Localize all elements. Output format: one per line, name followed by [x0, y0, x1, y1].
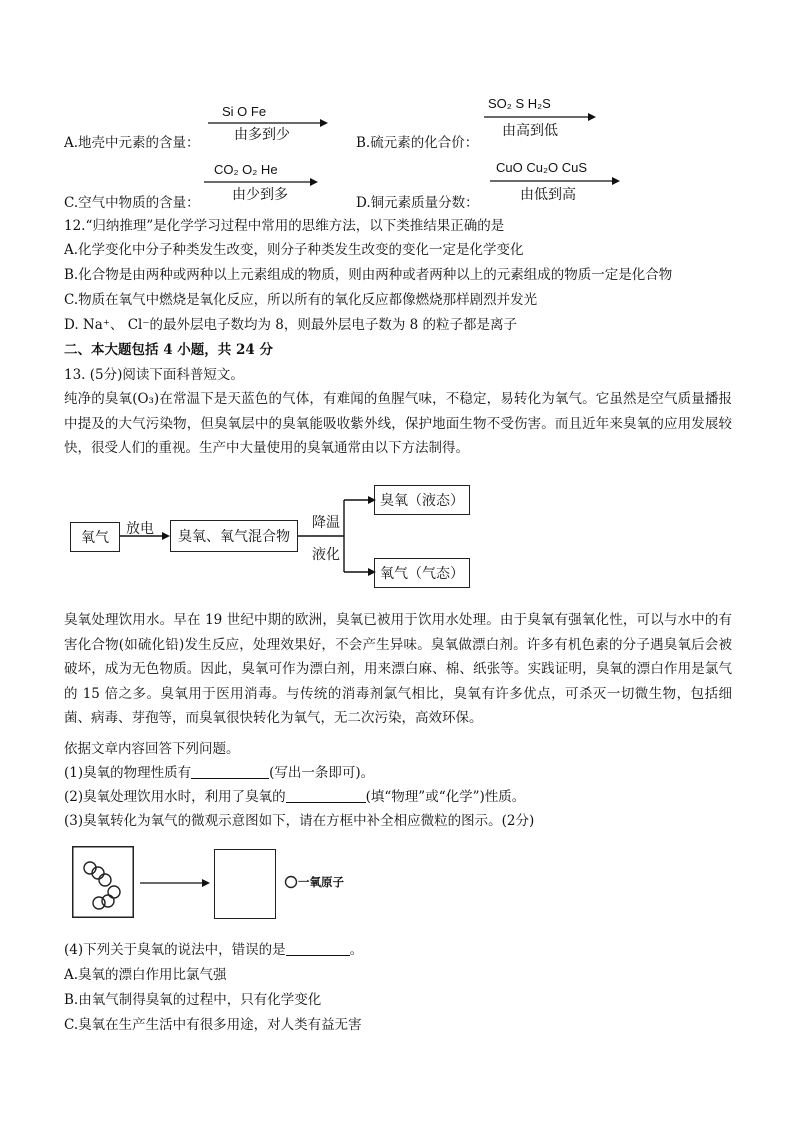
- q13-sub1-text: (1)臭氧的物理性质有: [64, 765, 192, 781]
- q11-option-c-order: 由少到多: [232, 187, 288, 203]
- q11-option-b-arrow: [484, 96, 596, 140]
- flow-label-discharge: 放电: [126, 521, 154, 537]
- flow-box-liquid-ozone: 臭氧（液态）: [374, 485, 470, 515]
- q11-option-a-label: A.地壳中元素的含量：: [64, 135, 200, 151]
- arrow-icon: [140, 877, 210, 889]
- flow-label-cooling: 降温: [312, 515, 340, 531]
- q11-option-d-label: D.铜元素质量分数：: [356, 195, 479, 211]
- q13-sub4: [64, 941, 363, 959]
- q12-option-b: B.化合物是由两种或两种以上元素组成的物质，则由两种或者两种以上的元素组成的物质一定是化合物: [64, 267, 673, 283]
- section-title: 二、本大题包括 4 小题，共 24 分: [64, 342, 273, 358]
- answer-box[interactable]: [214, 849, 276, 919]
- q13-sub2-text: (2)臭氧处理饮用水时，利用了臭氧的: [64, 789, 286, 805]
- oxygen-atom-icon: [284, 875, 298, 889]
- q13-sub4-option-c: C.臭氧在生产生活中有很多用途，对人类有益无害: [64, 1017, 362, 1033]
- q11-option-b-order: 由高到低: [502, 123, 558, 139]
- flow-box-oxygen: 氧气: [70, 522, 120, 552]
- answer-blank-2[interactable]: [286, 788, 366, 803]
- q11-option-c-arrow: [204, 162, 318, 206]
- legend-oxygen-atom: 一氧原子: [298, 875, 344, 889]
- q11-option-b-label: B.硫元素的化合价：: [356, 135, 479, 151]
- answer-blank-4[interactable]: [286, 941, 350, 956]
- q13-stem: 13. (5分)阅读下面科普短文。: [64, 367, 244, 383]
- q12-option-c: C.物质在氧气中燃烧是氧化反应，所以所有的氧化反应都像燃烧那样剧烈并发光: [64, 292, 538, 308]
- q11-option-c-label: C.空气中物质的含量：: [64, 195, 200, 211]
- q13-sub4-option-a: A.臭氧的漂白作用比氯气强: [64, 967, 227, 983]
- flow-box-mixture: 臭氧、氧气混合物: [170, 520, 298, 552]
- flow-box-gas-oxygen: 氧气（气态）: [374, 558, 470, 588]
- arrow-icon: [120, 530, 170, 542]
- q13-paragraph-2: 臭氧处理饮用水。早在 19 世纪中期的欧洲，臭氧已被用于饮用水处理。由于臭氧有强氧化性，可以与水中的有害化合物(如硫化铅)发生反应，处理效果好，不会产生异味。臭氧做漂白剂。许多有机色素的分子遇臭氧后会被破坏，成为无色物质。因此，臭氧可作为漂白剂，用来漂白麻、棉、纸张等。实践证明，臭氧的漂白作用是氯气的 15 倍之多。臭氧用于医用消毒。与传统的消毒剂氯气相比，臭氧有许多优点，可杀灭一切微生物，包括细菌、病毒、芽孢等，而臭氧很快转化为氧气，无二次污染，高效环保。: [64, 612, 732, 726]
- q11-option-d-sequence: CuO Cu₂O CuS: [496, 160, 588, 175]
- q13-sub4-option-b: B.由氧气制得臭氧的过程中，只有化学变化: [64, 992, 322, 1008]
- q11-option-a-arrow: [208, 104, 328, 144]
- q13-sub4-end: 。: [349, 942, 364, 958]
- q11-option-c-sequence: CO₂ O₂ He: [214, 162, 278, 177]
- q11-option-d-arrow: [490, 160, 620, 206]
- q11-option-d-order: 由低到高: [520, 187, 576, 203]
- q11-option-a-sequence: Si O Fe: [222, 104, 267, 119]
- q13-sub1: [64, 764, 374, 782]
- arrow-icon: [298, 490, 378, 580]
- q13-intro: 依据文章内容回答下列问题。: [64, 741, 240, 757]
- q13-sub2: [64, 788, 525, 806]
- q12-option-d: D. Na⁺、 Cl⁻的最外层电子数均为 8，则最外层电子数为 8 的粒子都是离子: [64, 317, 518, 333]
- q13-paragraph-1: 纯净的臭氧(O₃)在常温下是天蓝色的气体，有难闻的鱼腥气味，不稳定，易转化为氧气。它虽然是空气质量播报中提及的大气污染物，但臭氧层中的臭氧能吸收紫外线，保护地面生物不受伤害。而且近年来臭氧的应用发展较快，很受人们的重视。生产中大量使用的臭氧通常由以下方法制得。: [64, 391, 732, 456]
- answer-blank-1[interactable]: [191, 764, 269, 779]
- flow-label-liquefy: 液化: [312, 547, 340, 563]
- q13-sub3: (3)臭氧转化为氧气的微观示意图如下，请在方框中补全相应微粒的图示。(2分): [64, 813, 535, 829]
- q12-option-a: A.化学变化中分子种类发生改变，则分子种类发生改变的变化一定是化学变化: [64, 242, 524, 258]
- q13-sub2-note: (填“物理”或“化学”)性质。: [365, 789, 526, 805]
- q13-sub4-text: (4)下列关于臭氧的说法中，错误的是: [64, 942, 286, 958]
- q13-sub1-note: (写出一条即可)。: [269, 765, 375, 781]
- q11-option-b-sequence: SO₂ S H₂S: [488, 96, 551, 111]
- q12-stem: 12.“归纳推理”是化学学习过程中常用的思维方法，以下类推结果正确的是: [64, 218, 505, 234]
- q11-option-a-order: 由多到少: [234, 127, 290, 143]
- ozone-molecules-box: [72, 846, 134, 918]
